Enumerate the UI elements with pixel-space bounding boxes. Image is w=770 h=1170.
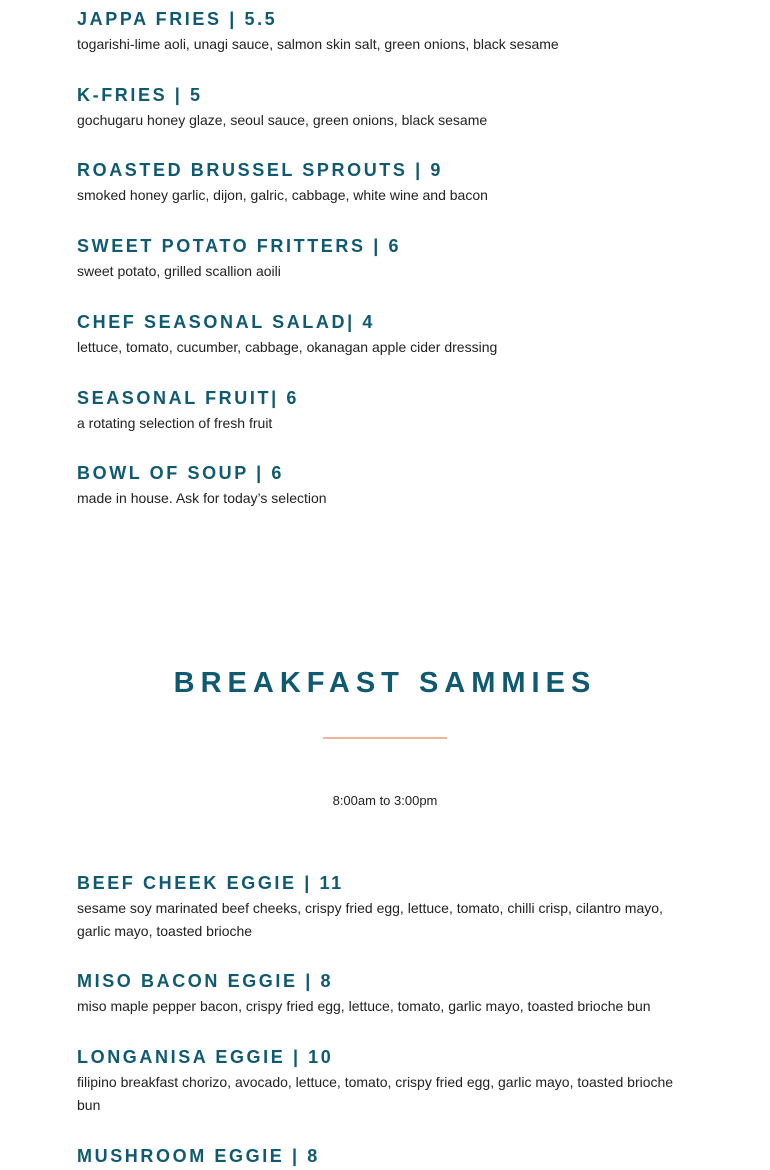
menu-item-title: CHEF SEASONAL SALAD| 4 [77, 312, 375, 332]
menu-item-description: lettuce, tomato, cucumber, cabbage, okanagan apple cider dressing [77, 339, 498, 355]
section-title: BREAKFAST SAMMIES [173, 667, 597, 699]
menu-item-title: MISO BACON EGGIE | 8 [77, 971, 334, 991]
section-divider [323, 737, 447, 739]
menu-item-title: LONGANISA EGGIE | 10 [77, 1047, 334, 1067]
menu-item-title: JAPPA FRIES | 5.5 [77, 9, 278, 29]
menu-item-description: sweet potato, grilled scallion aoili [77, 263, 281, 279]
menu-item-description: miso maple pepper bacon, crispy fried egg, lettuce, tomato, garlic mayo, toasted brioche bun [77, 998, 651, 1014]
menu-item-title: ROASTED BRUSSEL SPROUTS | 9 [77, 160, 443, 180]
menu-item [77, 235, 682, 283]
section-hours: 8:00am to 3:00pm [332, 793, 438, 808]
menu-item [77, 311, 682, 359]
menu-item-description: filipino breakfast chorizo, avocado, lettuce, tomato, crispy fried egg, garlic mayo, toasted brioche bun [77, 1074, 674, 1113]
menu-item [77, 1145, 682, 1167]
menu-item [77, 159, 682, 207]
menu-item-title: BEEF CHEEK EGGIE | 11 [77, 873, 344, 893]
menu-item [77, 387, 682, 435]
menu-item-title: K-FRIES | 5 [77, 85, 203, 105]
menu-item-description: made in house. Ask for today’s selection [77, 490, 327, 506]
menu-item-title: MUSHROOM EGGIE | 8 [77, 1146, 320, 1166]
menu-item-title: SWEET POTATO FRITTERS | 6 [77, 236, 402, 256]
menu-item-title: SEASONAL FRUIT| 6 [77, 388, 299, 408]
menu-item-description: a rotating selection of fresh fruit [77, 415, 273, 431]
menu-item-description: togarishi-lime aoli, unagi sauce, salmon skin salt, green onions, black sesame [77, 36, 559, 52]
menu-item-title: BOWL OF SOUP | 6 [77, 463, 284, 483]
menu-item-description: sesame soy marinated beef cheeks, crispy fried egg, lettuce, tomato, chilli crisp, cilantro mayo, garlic mayo, toasted brioche [77, 900, 663, 939]
menu-item [77, 462, 682, 510]
menu-item-description: smoked honey garlic, dijon, galric, cabbage, white wine and bacon [77, 187, 488, 203]
menu-item [77, 1046, 682, 1117]
menu-item [77, 84, 682, 132]
menu-item-description: gochugaru honey glaze, seoul sauce, green onions, black sesame [77, 112, 488, 128]
menu-item [77, 8, 682, 56]
menu-item [77, 970, 682, 1018]
menu-item [77, 872, 682, 943]
